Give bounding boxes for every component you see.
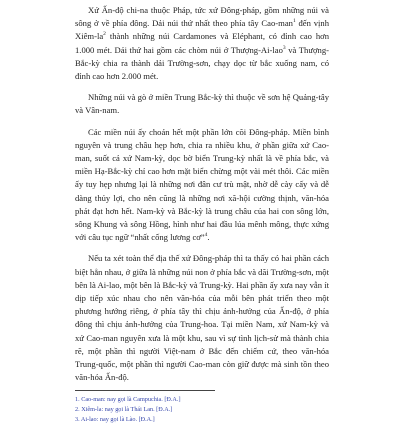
footnote-3: 3. Ai-lao: nay gọi là Lào. [Đ.A.] [75, 416, 155, 424]
footnote-divider [75, 390, 215, 391]
paragraph-plains [75, 126, 329, 245]
footnote-2: 2. Xiêm-la: nay gọi là Thái Lan. [Đ.A.] [75, 406, 173, 414]
paragraph-mountains [75, 4, 329, 83]
paragraph-text: đến vịnh Xiêm-la [75, 18, 330, 42]
paragraph-text: thành những núi Cardamones và Eléphant, có đỉnh cao hơn 1.000 mét. Dải thứ hai gồm các chòm núi ở Thượng-Ai-lao [75, 31, 329, 55]
paragraph-text: Các miền núi ấy choán hết một phần lớn cõi Đông-pháp. Miền bình nguyên và trung châu hẹp hơn, chia ra nhiều khu, ở phần giữa xứ Cao-man, suốt cả xứ Nam-kỳ, dọc bờ biển Trung-kỳ nhất là về phía bắc, và miền Hạ-Bắc-kỳ chỉ cao hơn mặt biển chừng một vài mét thôi. Các miền ấy tuy hẹp nhưng lại là những nơi đân cư trù mật, nhờ dễ cày cấy và dễ dàng thủy lợi, cho nên cũng là những nơi xã-hội cường thịnh, văn-hóa phát đạt hơn hết. Nam-kỳ và Bắc-kỳ là trung châu của hai con sông lớn, sông Khung và sông Hồng, hình như hai đầu lúa mênh mông, thực xứng với câu tục ngữ “nhất cống lương cơ” [75, 126, 329, 243]
paragraph-northern-hills: Những núi và gò ở miền Trung Bắc-kỳ thì thuộc về sơn hệ Quảng-tây và Vân-nam. [75, 92, 329, 116]
footnote-ref-3[interactable]: 3 [282, 44, 286, 51]
footnote-ref-1[interactable]: 1 [292, 18, 296, 25]
paragraph-text: và Thượng-Bắc-kỳ chia ra thành dải Trường-sơn, chạy dọc từ bắc xuống nam, có đỉnh cao hơn 2.000 mét. [75, 44, 329, 82]
footnote-ref-2[interactable]: 2 [103, 31, 106, 38]
footnote-1: 1. Cao-man: nay gọi là Campuchia. [Đ.A.] [75, 396, 181, 404]
paragraph-two-regions: Nếu ta xét toàn thể địa thế xứ Đông-pháp thì ta thấy có hai phần cách biệt hẳn nhau, ở giữa là những núi non ở phía bắc và dãi Trường-sơn, một bên là Ai-lao, một bên là Bắc-kỳ và Trung-kỳ. Hai phần ấy xưa nay vẫn ít dịp tiếp xúc nhau cho nên văn-hóa của mỗi bên phát triển theo một phương hướng riêng, ở phía tây thì chịu ảnh-hưởng của Ấn-độ, ở phía đông thì chịu ảnh-hưởng của Trung-hoa. Tại miền Nam, xứ Nam-kỳ và xứ Cao-man nguyên xưa là một khu, sau vì sự tình lịch-sử mà thành chia rẽ, một phần thì người Việt-nam ở Bắc đến chiếm cứ, theo văn-hóa Trung-quốc, một phần thì người Cao-man còn giữ được mà sinh tồn theo văn-hóa Ấn-độ. [75, 253, 329, 383]
paragraph-text: . [207, 232, 210, 243]
footnote-ref-4[interactable]: 4 [204, 232, 208, 239]
paragraph-text: Xứ Ấn-độ chi-na thuộc Pháp, tức xứ Đông-pháp, gồm những núi và sông ở về phía đông. Dải núi thứ nhất theo phía tây Cao-man [75, 5, 329, 29]
